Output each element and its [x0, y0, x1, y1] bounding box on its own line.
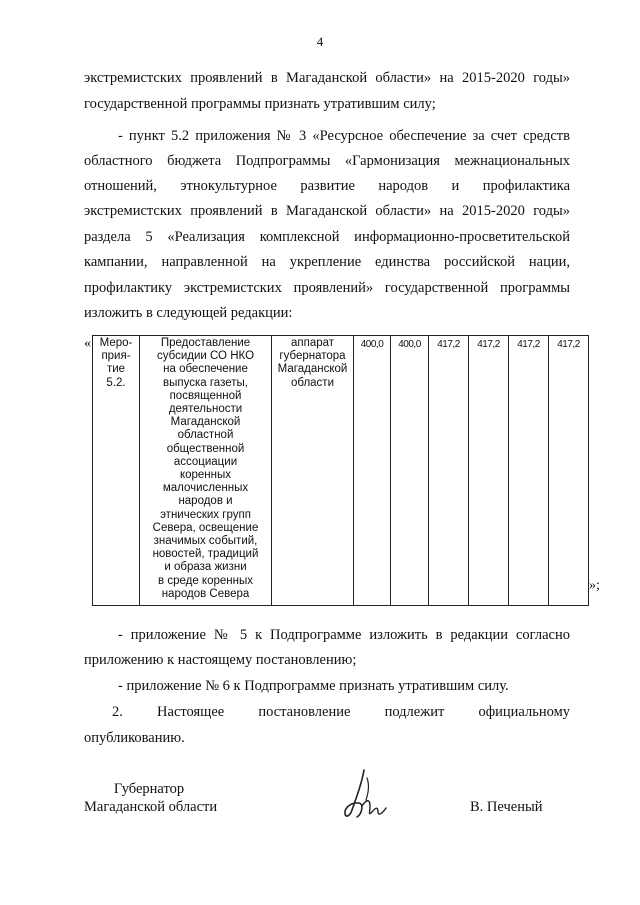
intro-line-1: экстремистских проявлений в Магаданской области» на 2015-2020 годы» — [84, 70, 570, 86]
description-cell: Предоставление субсидии СО НКО на обеспечение выпуска газеты, посвященной деятельности Магаданской областной общественной ассоциации коренных малочисленных народов и этнических групп Севера, освещение значимых событий, новостей, традиций и образа жизни в среде коренных народов Севера — [140, 336, 272, 606]
p2-line-1: 2. Настоящее постановление подлежит официальному — [112, 704, 570, 720]
handwritten-signature-icon — [340, 766, 392, 826]
p2-number: 2. — [112, 704, 123, 720]
item52-line-7: профилактику экстремистских проявлений» государственной программы — [84, 280, 570, 296]
item52-line-6: кампании, направленной на укрепление единства российской нации, — [84, 254, 570, 270]
item52-line-3: отношений, этнокультурное развитие народов и профилактика — [84, 178, 570, 194]
table-row — [93, 336, 589, 606]
item52-line-4: экстремистских проявлений в Магаданской области» на 2015-2020 годы» — [84, 203, 570, 219]
app6-line: - приложение № 6 к Подпрограмме признать утратившим силу. — [118, 678, 509, 694]
amendment-table — [92, 335, 589, 606]
item52-line-5: раздела 5 «Реализация комплексной информационно-просветительской — [84, 229, 570, 245]
value-cell: 417,2 — [469, 336, 509, 606]
item52-line-2: областного бюджета Подпрограммы «Гармонизация межнациональных — [84, 153, 570, 169]
open-quote: « — [84, 336, 91, 351]
value-cell: 417,2 — [429, 336, 469, 606]
intro-line-2: государственной программы признать утратившим силу; — [84, 96, 436, 112]
item52-line-1: - пункт 5.2 приложения № 3 «Ресурсное обеспечение за счет средств — [118, 128, 570, 144]
item52-line-8: изложить в следующей редакции: — [84, 305, 293, 321]
p2-line-2: опубликованию. — [84, 730, 185, 746]
value-cell: 400,0 — [354, 336, 391, 606]
executor-cell: аппарат губернатора Магаданской области — [272, 336, 354, 606]
app5-line-1: - приложение № 5 к Подпрограмме изложить в редакции согласно — [118, 627, 570, 643]
value-cell: 400,0 — [391, 336, 429, 606]
governor-title-1: Губернатор — [113, 781, 185, 797]
value-cell: 417,2 — [509, 336, 549, 606]
value-cell: 417,2 — [549, 336, 589, 606]
close-quote: »; — [589, 578, 600, 593]
governor-title-2: Магаданской области — [84, 799, 218, 815]
page-number: 4 — [316, 34, 324, 49]
governor-name: В. Печеный — [470, 799, 543, 815]
measure-cell: Меро- прия- тие 5.2. — [93, 336, 140, 606]
app5-line-2: приложению к настоящему постановлению; — [84, 652, 357, 668]
